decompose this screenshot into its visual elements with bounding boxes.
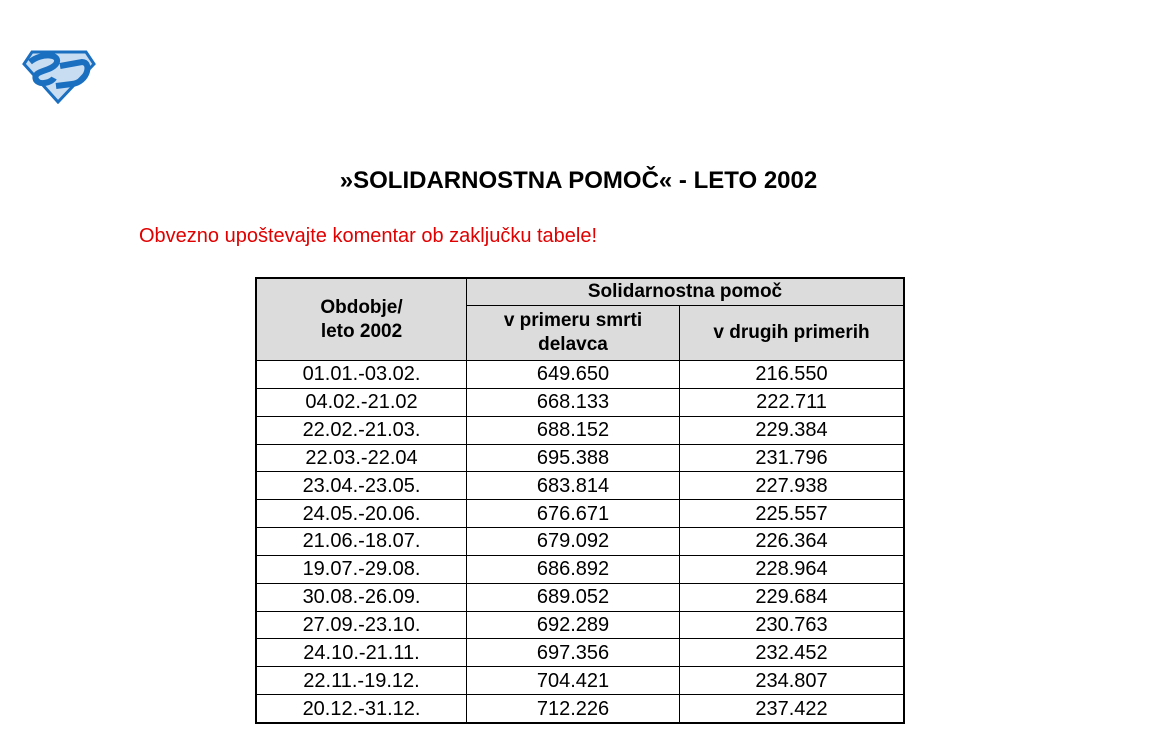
header-death-line2: delavca (538, 334, 608, 355)
header-death-line1: v primeru smrti (503, 310, 643, 331)
cell-period: 21.06.-18.07. (256, 528, 467, 556)
header-group: Solidarnostna pomoč (467, 278, 905, 306)
cell-death-amount: 683.814 (467, 472, 680, 500)
cell-period: 22.02.-21.03. (256, 416, 467, 444)
table-row (256, 583, 904, 611)
table-row (256, 500, 904, 528)
header-other: v drugih primerih (680, 306, 905, 361)
cell-death-amount: 649.650 (467, 361, 680, 389)
solidarity-aid-table (255, 277, 905, 724)
table-row (256, 388, 904, 416)
cell-death-amount: 676.671 (467, 500, 680, 528)
cell-other-amount: 222.711 (680, 388, 905, 416)
cell-other-amount: 226.364 (680, 528, 905, 556)
cell-other-amount: 231.796 (680, 444, 905, 472)
table-row (256, 444, 904, 472)
table-row (256, 611, 904, 639)
cell-death-amount: 686.892 (467, 555, 680, 583)
cell-death-amount: 679.092 (467, 528, 680, 556)
warning-note: Obvezno upoštevajte komentar ob zaključku tabele! (139, 225, 598, 247)
cell-other-amount: 229.684 (680, 583, 905, 611)
header-death (467, 306, 680, 361)
sd-logo (22, 48, 96, 104)
cell-other-amount: 228.964 (680, 555, 905, 583)
cell-period: 01.01.-03.02. (256, 361, 467, 389)
cell-other-amount: 216.550 (680, 361, 905, 389)
table-row (256, 361, 904, 389)
cell-period: 22.03.-22.04 (256, 444, 467, 472)
table-body (256, 361, 904, 723)
cell-death-amount: 668.133 (467, 388, 680, 416)
cell-period: 04.02.-21.02 (256, 388, 467, 416)
cell-other-amount: 237.422 (680, 695, 905, 723)
page-title: »SOLIDARNOSTNA POMOČ« - LETO 2002 (339, 167, 818, 194)
cell-other-amount: 225.557 (680, 500, 905, 528)
cell-death-amount: 688.152 (467, 416, 680, 444)
cell-period: 19.07.-29.08. (256, 555, 467, 583)
table-row (256, 416, 904, 444)
table-row (256, 555, 904, 583)
cell-death-amount: 689.052 (467, 583, 680, 611)
cell-period: 22.11.-19.12. (256, 667, 467, 695)
cell-other-amount: 234.807 (680, 667, 905, 695)
cell-death-amount: 704.421 (467, 667, 680, 695)
table-row (256, 528, 904, 556)
table-row (256, 695, 904, 723)
header-period-line2: leto 2002 (320, 320, 403, 342)
cell-period: 24.10.-21.11. (256, 639, 467, 667)
cell-other-amount: 230.763 (680, 611, 905, 639)
cell-death-amount: 692.289 (467, 611, 680, 639)
cell-period: 23.04.-23.05. (256, 472, 467, 500)
table-row (256, 472, 904, 500)
cell-period: 30.08.-26.09. (256, 583, 467, 611)
cell-other-amount: 227.938 (680, 472, 905, 500)
cell-period: 20.12.-31.12. (256, 695, 467, 723)
cell-period: 24.05.-20.06. (256, 500, 467, 528)
cell-period: 27.09.-23.10. (256, 611, 467, 639)
table-row (256, 667, 904, 695)
cell-other-amount: 232.452 (680, 639, 905, 667)
header-period (256, 278, 467, 361)
cell-other-amount: 229.384 (680, 416, 905, 444)
cell-death-amount: 697.356 (467, 639, 680, 667)
cell-death-amount: 695.388 (467, 444, 680, 472)
table-row (256, 639, 904, 667)
cell-death-amount: 712.226 (467, 695, 680, 723)
header-period-line1: Obdobje/ (320, 296, 403, 318)
